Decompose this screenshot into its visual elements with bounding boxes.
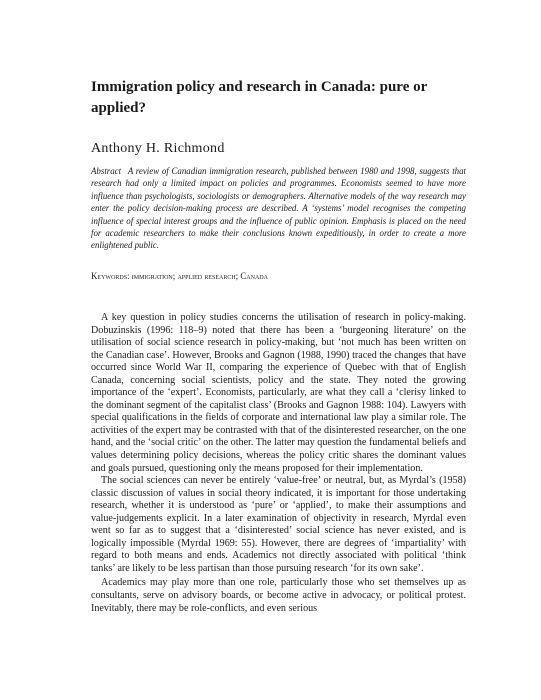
body-paragraph-3: Academics may play more than one role, particularly those who set themselves up as consultants, serve on advisory boards, or become active in advocacy, or political protest. Inevitably, there may be role-conflicts, and even serious [91,577,466,614]
body-paragraph-1: A key question in policy studies concerns the utilisation of research in policy-making. Dobuzinskis (1996: 118–9) noted that there has been a ‘burgeoning literature’ on the utilisation of social science research in policy-making, but ‘not much has been written on the Canadian case’. However, Brooks and Gagnon (1988, 1990) traced the changes that have occurred since World War II, comparing the experience of Quebec with that of English Canada, concerning social scientists, policy and the state. They noted the growing importance of the ‘expert’. Economists, particularly, are what they call a ‘clerisy linked to the dominant segment of the capitalist class’ (Brooks and Gagnon 1988: 104). Lawyers with special qualifications in the fields of corporate and international law play a similar role. The activities of the expert may be contrasted with that of the disinterested researcher, on the one hand, and the ‘social critic’ on the other. The latter may question the fundamental beliefs and values determining policy decisions, whereas the policy critic shares the dominant values and goals pursued, questioning only the means proposed for their implementation. [91,312,466,474]
abstract-label: Abstract [91,166,122,176]
article-title: Immigration policy and research in Canada: pure or applied? [91,79,427,116]
keywords-label: Keywords: [91,271,130,281]
abstract [91,165,466,252]
body-paragraph-2: The social sciences can never be entirely ‘value-free’ or neutral, but, as Myrdal’s (1958) classic discussion of values in social theory indicated, it is important for those undertaking research, whether it is understood as ‘pure’ or ‘applied’, to make their assumptions and value-judgements explicit. In a later examination of objectivity in research, Myrdal even went so far as to suggest that a ‘disinterested’ social science has never existed, and is logically impossible (Myrdal 1969: 55). However, there are degrees of ‘impartiality’ with regard to both means and ends. Academics not directly associated with political ‘think tanks’ are likely to be less partisan than those pursuing research ‘for its own sake’. [91,475,466,574]
keywords-values: immigration; applied research; Canada [131,271,268,281]
article-author: Anthony H. Richmond [91,141,225,156]
keywords [91,270,471,282]
body-text [91,312,466,615]
abstract-text: A review of Canadian immigration research, published between 1980 and 1998, suggests that research had only a limited impact on policies and programmes. Economists seemed to have more influence than psychologists, sociologists or demographers. Alternative models of the way research may enter the policy decision-making process are described. A ‘systems’ model recognises the competing influence of special interest groups and the influence of public opinion. Emphasis is placed on the need for academic researchers to make their conclusions known expeditiously, in order to create a more enlightened public. [91,166,467,251]
